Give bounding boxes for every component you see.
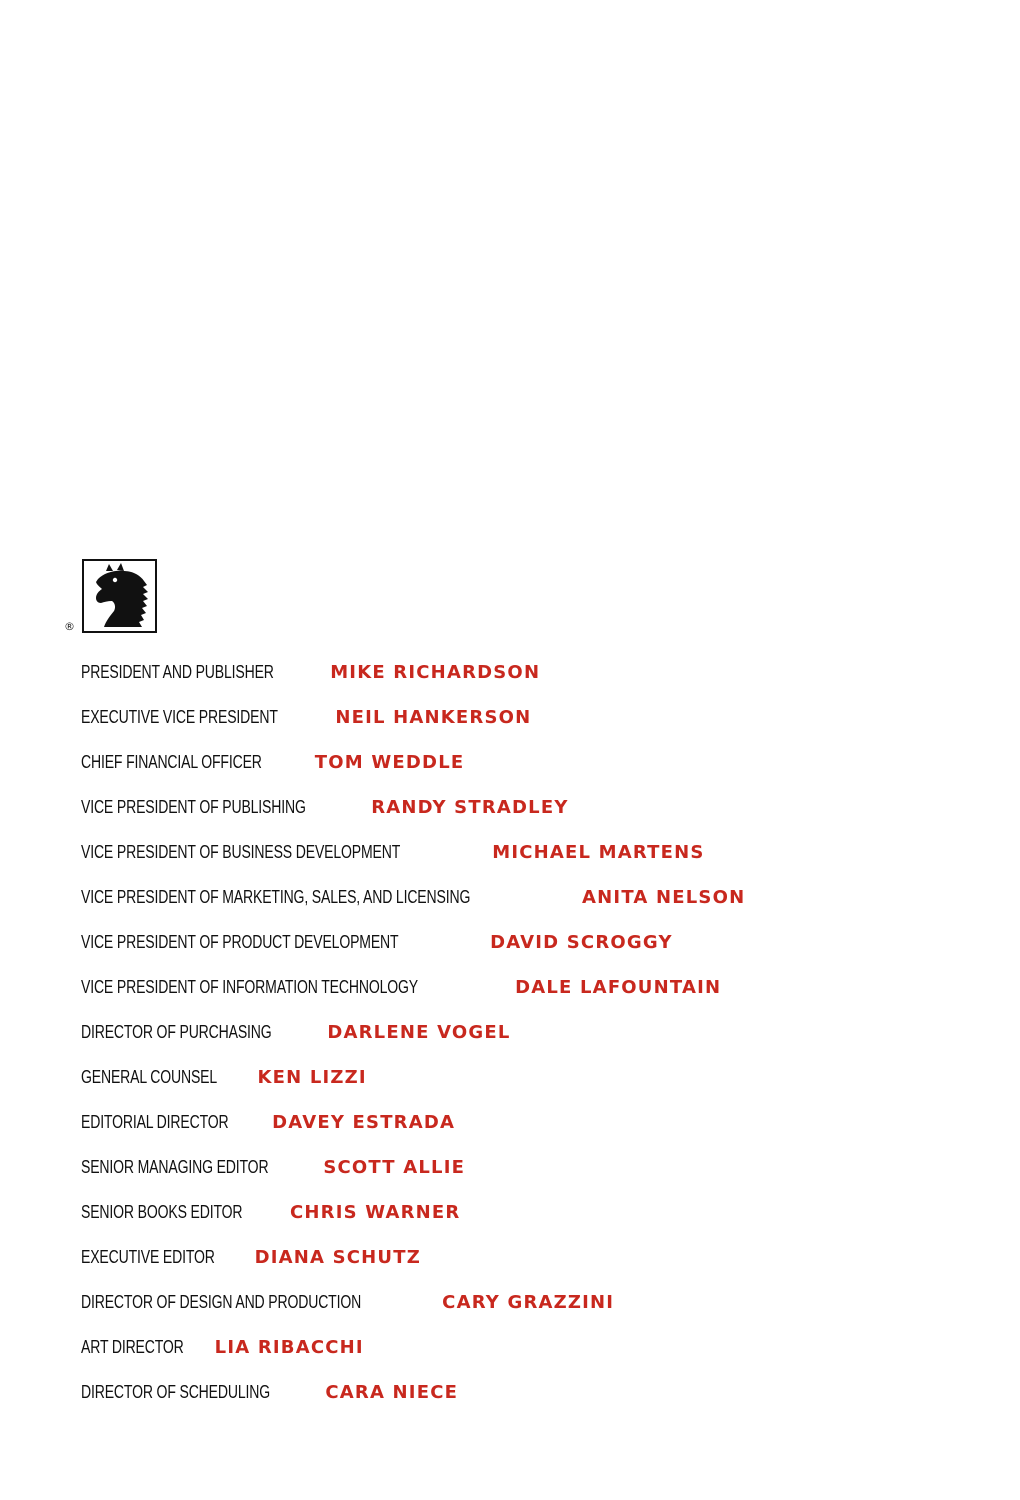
credit-role (81, 703, 278, 731)
credit-role (81, 1153, 268, 1181)
credit-role (81, 1198, 242, 1226)
credit-row (81, 1333, 745, 1378)
credit-role (81, 928, 398, 956)
credit-role-text: EXECUTIVE EDITOR (81, 1247, 215, 1267)
credit-role-text: CHIEF FINANCIAL OFFICER (81, 752, 262, 772)
credit-role-text: VICE PRESIDENT OF PRODUCT DEVELOPMENT (81, 932, 399, 952)
credit-role-text: DIRECTOR OF PURCHASING (81, 1022, 272, 1042)
credit-name: RANDY STRADLEY (371, 797, 569, 818)
credit-role-text: SENIOR MANAGING EDITOR (81, 1157, 269, 1177)
credit-role-text: SENIOR BOOKS EDITOR (81, 1202, 243, 1222)
credit-name: CARY GRAZZINI (442, 1292, 615, 1313)
credit-name: DARLENE VOGEL (327, 1022, 511, 1043)
credit-role-text: DIRECTOR OF SCHEDULING (81, 1382, 270, 1402)
credit-name: DALE LAFOUNTAIN (515, 977, 722, 998)
credit-role (81, 1018, 272, 1046)
credit-name: NEIL HANKERSON (335, 707, 532, 728)
credit-role (81, 1108, 229, 1136)
credit-name: CARA NIECE (325, 1382, 459, 1403)
credit-role-text: PRESIDENT AND PUBLISHER (81, 662, 274, 682)
credit-role (81, 1243, 215, 1271)
credit-name: MICHAEL MARTENS (492, 842, 705, 863)
credit-role-text: GENERAL COUNSEL (81, 1067, 218, 1087)
credit-role-text: VICE PRESIDENT OF MARKETING, SALES, AND LICENSING (81, 887, 471, 907)
credit-role (81, 1288, 361, 1316)
credit-role (81, 1063, 217, 1091)
credit-role (81, 1333, 184, 1361)
credit-role-text: VICE PRESIDENT OF PUBLISHING (81, 797, 306, 817)
publisher-logo (64, 557, 164, 637)
credit-role-text: ART DIRECTOR (81, 1337, 184, 1357)
credit-row (81, 1288, 745, 1333)
credit-role (81, 973, 418, 1001)
credit-name: TOM WEDDLE (314, 752, 465, 773)
credit-role-text: VICE PRESIDENT OF INFORMATION TECHNOLOGY (81, 977, 419, 997)
credit-row (81, 1018, 745, 1063)
credit-name: DIANA SCHUTZ (254, 1247, 421, 1268)
dark-horse-logo-icon (82, 559, 157, 633)
credit-role (81, 883, 470, 911)
credit-name: KEN LIZZI (257, 1067, 367, 1088)
credit-role-text: EXECUTIVE VICE PRESIDENT (81, 707, 278, 727)
credit-row (81, 1198, 745, 1243)
credit-name: DAVID SCROGGY (490, 932, 673, 953)
credit-role (81, 838, 400, 866)
credit-name: MIKE RICHARDSON (330, 662, 541, 683)
credit-row (81, 1243, 745, 1288)
staff-credits-list (81, 658, 745, 1423)
credit-row (81, 1378, 745, 1423)
credit-name: SCOTT ALLIE (323, 1157, 466, 1178)
credit-row (81, 793, 745, 838)
credit-role-text: DIRECTOR OF DESIGN AND PRODUCTION (81, 1292, 362, 1312)
credit-row (81, 748, 745, 793)
credit-row (81, 1063, 745, 1108)
credit-row (81, 658, 745, 703)
credit-role (81, 748, 262, 776)
registered-mark: ® (64, 620, 75, 633)
credit-row (81, 973, 745, 1018)
credit-name: CHRIS WARNER (289, 1202, 461, 1223)
credit-role (81, 1378, 270, 1406)
credit-name: ANITA NELSON (582, 887, 746, 908)
credit-row (81, 838, 745, 883)
credit-row (81, 703, 745, 748)
credit-name: LIA RIBACCHI (214, 1337, 364, 1358)
credit-row (81, 928, 745, 973)
credit-role (81, 658, 274, 686)
credit-role-text: EDITORIAL DIRECTOR (81, 1112, 229, 1132)
credit-row (81, 883, 745, 928)
credit-role (81, 793, 306, 821)
credit-name: DAVEY ESTRADA (272, 1112, 456, 1133)
credit-role-text: VICE PRESIDENT OF BUSINESS DEVELOPMENT (81, 842, 401, 862)
credit-row (81, 1153, 745, 1198)
credit-row (81, 1108, 745, 1153)
